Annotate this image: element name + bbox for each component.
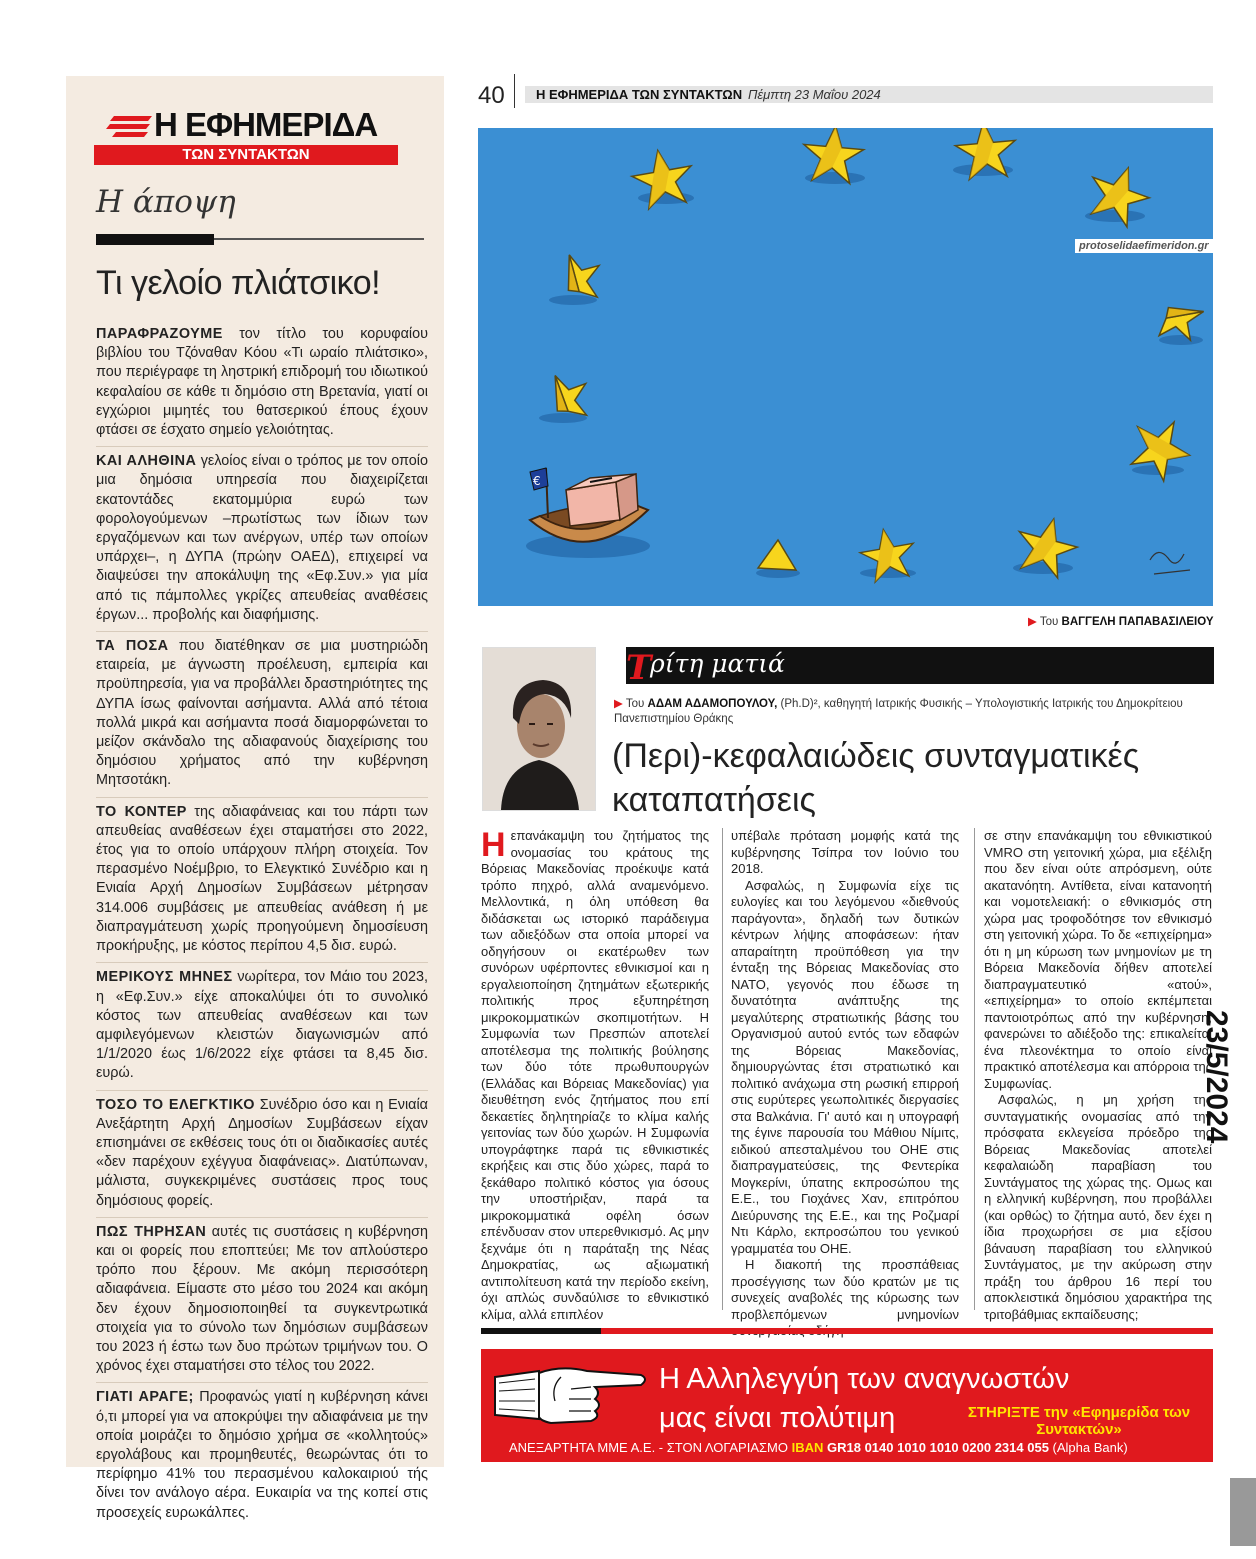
paragraph-text: τον τίτλο του κορυφαίου βιβλίου του Τζόναθαν Κόου «Τι ωραίο πλιάτσικο», που περιέγραφε τη ληστρική επιδρομή του ιδιωτικού κεφαλαίου σε κάθε τι δημόσιο στη Βρετανία, γιατί οι εγχώριοι μιμητές του θατσερικού έπους έχουν φτάσει σε έσχατο σημείο γελοιότητας. xyxy=(96,326,428,439)
article-column-2 xyxy=(731,828,959,1340)
paragraph-lead: ΓΙΑΤΙ ΑΡΑΓΕ; xyxy=(96,1389,194,1406)
article-paragraph: Ασφαλώς, η Συμφωνία είχε τις ευλογίες και του λεγόμενου «διεθνούς παράγοντα», δηλαδή των δυτικών κέντρων λήψης αποφάσεων: ήταν απαραίτητη προϋπόθεση για την ένταξη της Βόρειας Μακεδονίας στο ΝΑΤΟ, γεγονός που έδωσε τη δυνατότητα ανάπτυξης της μεγαλύτερης στρατιωτικής βάσης του Οργανισμού αυτού εντός των εδαφών της Βόρειας Μακεδονίας, δημιουργώντας έτσι στρατιωτικό και πολιτικό ανάχωμα στη ρωσική επιρροή στις ευρύτερες γεωπολιτικές διεργασίες στα Βαλκάνια. Γι' αυτό και η υπογραφή της έγινε παρουσία του Μάθιου Νίμιτς, ειδικού απεσταλμένου του ΟΗΕ στις διαπραγματεύσεις, της Φεντερίκα Μογκερίνι, ύπατης εκπροσώπου της Ε.Ε., του Γιοχάνες Χαν, επιτρόπου Διεύρυνσης της Ε.Ε., και της Ροζμαρί Ντι Κάρλο, εκπροσώπου του γενικού γραμματέα του ΟΗΕ. xyxy=(731,877,959,1256)
column-divider xyxy=(722,828,723,1310)
cartoon-credit xyxy=(1028,614,1214,628)
arrow-right-icon: ▶ xyxy=(614,698,623,710)
star-icon xyxy=(1129,416,1195,485)
byline-title: (Ph.D)², καθηγητή Ιατρικής Φυσικής – Υπολογιστικής Ιατρικής του Δημοκρίτειου Πανεπιστημίου Θράκης xyxy=(614,698,1183,725)
section-rule xyxy=(96,234,214,245)
paragraph-lead: ΠΩΣ ΤΗΡΗΣΑΝ xyxy=(96,1223,207,1240)
solidarity-ad[interactable] xyxy=(481,1349,1213,1462)
star-icon xyxy=(549,248,607,305)
ad-bank-details xyxy=(509,1440,1128,1455)
drop-cap: Η xyxy=(481,826,506,864)
byline-name: ΑΔΑΜ ΑΔΑΜΟΠΟΥΛΟΥ, xyxy=(647,698,778,710)
star-icon xyxy=(628,145,697,211)
page-number: 40 xyxy=(478,82,505,109)
artist-signature-icon xyxy=(1150,552,1190,574)
opinion-paragraph xyxy=(96,632,428,798)
header-divider xyxy=(514,74,515,108)
star-icon xyxy=(857,525,919,584)
opinion-paragraph xyxy=(96,963,428,1090)
paragraph-lead: ΚΑΙ ΑΛΗΘΙΝΑ xyxy=(96,453,197,470)
paragraph-lead: ΤΟ ΚΟΝΤΕΡ xyxy=(96,803,187,820)
side-date: 23/5/2024 xyxy=(1200,1010,1233,1144)
opinion-paragraph xyxy=(96,1218,428,1384)
logo-sub-text: ΤΩΝ ΣΥΝΤΑΚΤΩΝ xyxy=(94,145,398,165)
opinion-paragraph xyxy=(96,447,428,632)
iban-number: GR18 0140 1010 1010 0200 2314 055 xyxy=(827,1440,1049,1455)
editorial-cartoon xyxy=(478,128,1213,606)
watermark: protoselidaefimeridon.gr xyxy=(1075,239,1213,253)
article-headline: (Περι)-κεφαλαιώδεις συνταγματικές καταπατήσεις xyxy=(612,737,1140,819)
opinion-paragraph xyxy=(96,320,428,447)
credit-prefix: Του xyxy=(1039,616,1059,628)
arrow-right-icon: ▶ xyxy=(1028,616,1037,628)
star-icon xyxy=(1081,158,1157,231)
star-icon xyxy=(953,128,1018,181)
credit-name: ΒΑΓΓΕΛΗ ΠΑΠΑΒΑΣΙΛΕΙΟΥ xyxy=(1061,616,1214,628)
section-title: Η άποψη xyxy=(96,184,236,220)
newspaper-logo xyxy=(94,106,399,166)
paragraph-lead: ΤΟΣΟ ΤΟ ΕΛΕΓΚΤΙΚΟ xyxy=(96,1096,255,1113)
star-icon xyxy=(756,540,800,578)
opinion-body xyxy=(96,320,428,1529)
paragraph-lead: ΠΑΡΑΦΡΑΖΟΥΜΕ xyxy=(96,326,223,342)
article-paragraph: υπέβαλε πρόταση μομφής κατά της κυβέρνησης Τσίπρα τον Ιούνιο του 2018. xyxy=(731,828,959,876)
opinion-paragraph xyxy=(96,1383,428,1528)
section-rule-thin xyxy=(214,238,424,240)
article-paragraph: σε στην επανάκαμψη του εθνικιστικού VMRO στη γειτονική χώρα, μια εξέλιξη που δεν είναι ούτε απρόσμενη, ούτε ακατανόητη. Αντίθετα, είναι κατανοητή και νομοτελειακή: ο εθνικισμός στη χώρα μας τροφοδότησε τον εθνικισμό στη γειτονική χώρα. Το δε «επιχείρημα» ότι η μη κύρωση των μνημονίων με τη Βόρεια Μακεδονία δήθεν αποτελεί διαπραγματευτικό «ατού», «επιχείρημα» το οποίο εκπέμπεται παντοιοτρόπως από την κυβέρνηση, φανερώνει το αδιέξοδο της: επικαλείται ένα πλεονέκτημα το οποίο είναι πρακτικό αποτέλεσμα και απόρροια της Συμφωνίας. xyxy=(984,828,1212,1091)
ad-top-rule-accent xyxy=(481,1328,601,1334)
paragraph-text: αυτές τις συστάσεις η κυβέρνηση και οι φορείς που εποπτεύει; Με τον απλούστερο τρόπο που ξέρουν. Με ακόμη περισσότερη αδιαφάνεια. Είμαστε στο μέσο του 2024 και ακόμη δεν έχουν δημοσιοποιηθεί τα συγκεντρωτικά στοιχεία για το σύνολο των δημόσιων συμβάσεων του 2023 ή έστω των δυο πρώτων τριμήνων του. Ο χρόνος έχει σταματήσει στο τέλος του 2022. xyxy=(96,1223,428,1375)
article-paragraph: Ασφαλώς, η μη χρήση της συνταγματικής ονομασίας από την πρόσφατα εκλεγείσα πρόεδρο της Βόρειας Μακεδονίας αποτελεί κεφαλαιώδη παραβίαση του Συντάγματος της χώρας της. Ομως και η ελληνική κυβέρνηση, που προβάλλει (και ορθώς) το ζήτημα αυτό, δεν έχει η ίδια προχωρήσει σε μια εξίσου βάναυση παραβίαση του ελληνικού Συντάγματος, με την ακύρωση στην πράξη του άρθρου 16 περί του αποκλειστικά δημόσιου χαρακτήρα της τριτοβάθμιας εκπαίδευσης; xyxy=(984,1092,1212,1322)
page-edge-tab xyxy=(1230,1478,1256,1546)
bank-name: (Alpha Bank) xyxy=(1052,1440,1128,1455)
star-icon xyxy=(539,367,596,424)
paragraph-text: Προφανώς γιατί η κυβέρνηση κάνει ό,τι μπορεί για να αποκρύψει την αδιαφάνεια με την οποία μοιράζει το δημόσιο χρήμα σε «κολλητούς» εργολάβους και προμηθευτές, θεωρώντας ότι το περίφημο 41% του περασμένου καλοκαιριού τής δίνει τον ανάλογο αέρα. Ευκαιρία να της κοπεί στις προσεχείς ευρωκάλπες. xyxy=(96,1389,429,1521)
opinion-paragraph xyxy=(96,1091,428,1218)
kicker-title: ρίτη ματιά xyxy=(650,649,785,678)
logo-speed-lines-icon xyxy=(106,114,154,138)
opinion-column xyxy=(66,76,444,1521)
article-paragraph xyxy=(481,828,709,1323)
header-date: Πέμπτη 23 Μαΐου 2024 xyxy=(748,87,881,102)
star-icon xyxy=(801,128,866,185)
logo-main-text: Η ΕΦΗΜΕΡΙΔΑ xyxy=(154,106,378,143)
author-photo xyxy=(482,647,596,811)
paragraph-text: επανάκαμψη του ζητήματος της ονομασίας του κράτους της Βόρειας Μακεδονίας προέκυψε κατά τρόπο πηχρό, αλλά αναμενόμενο. Μελλοντικά, η όλη υπόθεση θα διδάσκεται ως ιστορικό παράδειγμα των αδιεξόδων στα οποία μπορεί να οδηγήσουν οι εκατέρωθεν των συνόρων υφέρποντες εθνικισμοί και η εργαλειοποίηση ζητημάτων εξωτερικής πολιτικής προς εξυπηρέτηση μικροκομματικών σκοπιμοτήτων. Η Συμφωνία των Πρεσπών αποτελεί αποτέλεσμα της πολιτικής βούλησης των δύο τότε πρωθυπουργών (Ελλάδας και Βόρειας Μακεδονίας) για διευθέτηση ενός ζητήματος που επί δεκαετίες δηλητηρίαζε το κλίμα καλής γειτονίας των δύο χωρών. Η Συμφωνία υπογράφτηκε παρά τις εθνικιστικές εκρήξεις και στις δύο χώρες, παρά το ξεκάθαρο πολιτικό κόστος για όσους την υποστήριξαν, παρά τα μικροκομματικά οφέλη όσων επένδυσαν στον υπερεθνικισμό. Ας μην ξεχνάμε ότι η παράταξη της Νέας Δημοκρατίας, ως αξιωματική αντιπολίτευση κατά την περίοδο εκείνη, όχι απλώς συνδαύλισε το εθνικιστικό κλίμα, αλλά επιπλέον xyxy=(481,828,709,1322)
cartoon-drawing xyxy=(478,128,1213,606)
article-paragraph: Η διακοπή της προσπάθειας προσέγγισης των δύο κρατών με τις συνεχείς αναβολές της κύρωσης των προβλεπόμενων μνημονίων xyxy=(731,1257,959,1322)
star-icon xyxy=(1155,302,1209,346)
byline-prefix: Του xyxy=(625,698,645,710)
header-paper-name: Η ΕΦΗΜΕΡΙΔΑ ΤΩΝ ΣΥΝΤΑΚΤΩΝ xyxy=(536,87,743,102)
paragraph-text: νωρίτερα, τον Μάιο του 2023, η «Εφ.Συν.» είχε αποκαλύψει ότι το συνολικό κόστος των απευθείας αναθέσεων και των αμφιλεγόμενων κλειστών διαγωνισμών από 1/1/2020 έως 1/6/2022 είχε φτάσει τα 8,45 δισ. ευρώ. xyxy=(96,969,429,1082)
article-column-3 xyxy=(984,828,1212,1323)
star-icon xyxy=(1010,511,1082,581)
paragraph-text: Συνέδριο όσο και η Ενιαία Ανεξάρτητη Αρχή Δημοσίων Συμβάσεων είχαν επισημάνει σε εκθέσεις τους ότι οι διαδικασίες αυτές «δεν παρέχουν εχέγγυα διαφάνειας». Διατύπωναν, μάλιστα, συγκεκριμένες συστάσεις προς τους δημόσιους φορείς. xyxy=(96,1096,428,1209)
paragraph-lead: ΜΕΡΙΚΟΥΣ ΜΗΝΕΣ xyxy=(96,969,233,986)
bank-prefix: ΑΝΕΞΑΡΤΗΤΑ ΜΜΕ Α.Ε. - ΣΤΟΝ ΛΟΓΑΡΙΑΣΜΟ xyxy=(509,1440,788,1455)
paragraph-text: της αδιαφάνειας και του πάρτι των απευθείας αναθέσεων έχει σταματήσει στο 2022, έτος για το οποίο υπάρχουν πλήρη στοιχεία. Τον περασμένο Νοέμβριο, το Ελεγκτικό Συνέδριο και η Ενιαία Αρχή Δημοσίων Συμβάσεων μέτρησαν 314.006 συμβάσεις με απευθείας ανάθεση ή με διαπραγμάτευση χωρίς προηγούμενη δημοσίευση προκήρυξης, με κόστος περίπου 4,5 δισ. ευρώ. xyxy=(96,803,428,955)
column-divider xyxy=(974,828,975,1310)
iban-label: IBAN xyxy=(791,1440,824,1455)
author-portrait-image xyxy=(483,648,595,810)
flag-euro-symbol: € xyxy=(533,474,541,488)
ad-cta[interactable]: ΣΤΗΡΙΞΤΕ την «Εφημερίδα των Συντακτών» xyxy=(967,1404,1191,1438)
kicker-initial: Τ xyxy=(626,648,652,688)
paragraph-text: που διατέθηκαν σε μια μυστηριώδη εταιρεία, με άγνωστη προέλευση, εμπειρία και προϋπηρεσία, για να προβάλλει δραστηριότητες της ΔΥΠΑ ίσως φαίνονται ασήμαντα. Αλλά από τέτοια πολλά μικρά και ασήμαντα ποσά διαμορφώνεται το μείζον σκάνδαλο της αδιαφανούς διαχείρισης του δημόσιου χρήματος από την κυβέρνηση Μητσοτάκη. xyxy=(96,638,428,789)
paragraph-text: γελοίος είναι ο τρόπος με τον οποίο μια δημόσια υπηρεσία που διαχειρίζεται εκατοντάδες εκατομμύρια ευρώ των φορολογούμενων –πρωτίστως των ίδιων των εργαζόμενων και των ανέργων, υπέρ των οποίων υπάρχει–, η ΔΥΠΑ (πρώην ΟΑΕΔ), επιχειρεί να διαψεύσει την αποκάλυψη της «Εφ.Συν.» για μία από τις πάμπολλες γκρίζες απευθείας αναθέσεις έργων... προβολής και διαφήμισης. xyxy=(96,453,428,623)
opinion-paragraph xyxy=(96,798,428,964)
paragraph-lead: ΤΑ ΠΟΣΑ xyxy=(96,638,169,655)
opinion-headline: Τι γελοίο πλιάτσικο! xyxy=(96,264,381,302)
ad-subtitle: μας είναι πολύτιμη xyxy=(659,1402,896,1434)
ad-title: Η Αλληλεγγύη των αναγνωστών xyxy=(659,1363,1070,1395)
article-column-1 xyxy=(481,828,709,1323)
article-byline xyxy=(614,697,1214,727)
pointing-hand-icon xyxy=(491,1357,651,1437)
